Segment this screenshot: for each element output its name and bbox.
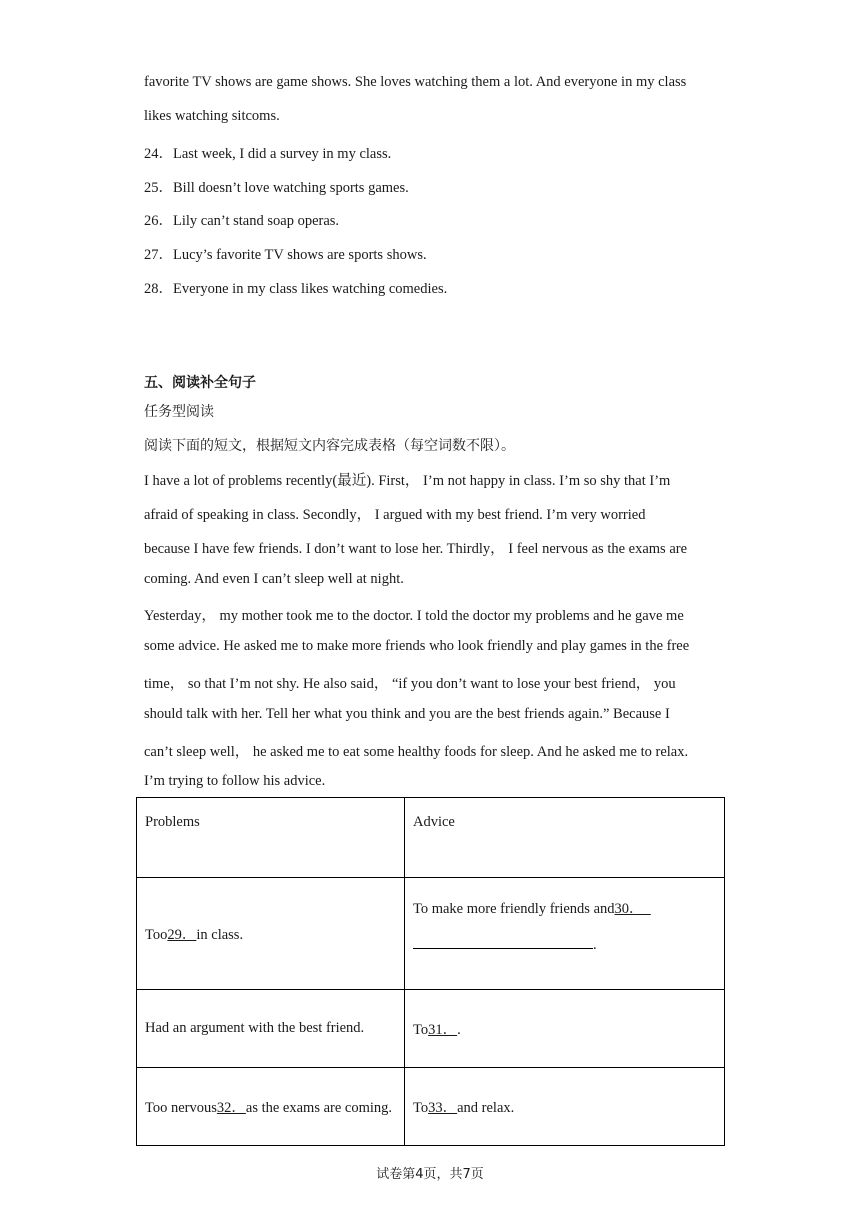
- question-27: [144, 243, 427, 264]
- blank-32[interactable]: 32．: [216, 1100, 246, 1116]
- question-25: [144, 176, 409, 197]
- blank-30[interactable]: 30．: [614, 901, 644, 917]
- cell-text: To: [413, 1100, 429, 1116]
- question-number: 24．: [144, 146, 173, 162]
- cell-text: Too nervous: [145, 1100, 217, 1116]
- section-instruction: 阅读下面的短文，根据短文内容完成表格（每空词数不限）。: [144, 438, 515, 454]
- passage-line: coming. And even I can’t sleep well at night.: [144, 571, 404, 587]
- advice-cell: [405, 878, 725, 990]
- cell-text: To make more friendly friends and: [413, 901, 615, 917]
- cell-text: in class.: [196, 927, 244, 943]
- advice-cell: [405, 1068, 725, 1146]
- cell-text: To: [413, 1022, 429, 1038]
- task-table: [136, 797, 725, 1146]
- table-row: [137, 878, 725, 990]
- blank-33[interactable]: 33．: [428, 1100, 458, 1116]
- table-row: [137, 1068, 725, 1146]
- question-text: Bill doesn’t love watching sports games.: [173, 180, 409, 196]
- blank-31[interactable]: 31．: [428, 1022, 458, 1038]
- passage-line: because I have few friends. I don’t want to lose her. Thirdly， I feel nervous as the exams are: [144, 541, 688, 557]
- passage-line: some advice. He asked me to make more friends who look friendly and play games in the free: [144, 638, 690, 654]
- question-text: Lucy’s favorite TV shows are sports shows.: [173, 247, 427, 263]
- question-24: [144, 142, 391, 163]
- cell-text: Too: [145, 927, 168, 943]
- question-text: Last week, I did a survey in my class.: [173, 146, 392, 162]
- passage-line: favorite TV shows are game shows. She loves watching them a lot. And everyone in my class: [144, 74, 687, 90]
- blank-29[interactable]: 29．: [167, 927, 197, 943]
- passage-line: I’m trying to follow his advice.: [144, 773, 326, 789]
- question-text: Lily can’t stand soap operas.: [173, 213, 340, 229]
- question-number: 27．: [144, 247, 173, 263]
- cell-text: and relax.: [457, 1100, 515, 1116]
- question-number: 28．: [144, 281, 173, 297]
- question-28: [144, 277, 447, 298]
- passage-line: afraid of speaking in class. Secondly， I argued with my best friend. I’m very worried: [144, 507, 646, 523]
- problem-cell: Had an argument with the best friend.: [137, 990, 405, 1068]
- section-title: 五、阅读补全句子: [144, 375, 256, 391]
- question-number: 26．: [144, 213, 173, 229]
- table-row: [137, 990, 725, 1068]
- passage-line: Yesterday， my mother took me to the doctor. I told the doctor my problems and he gave me: [144, 608, 684, 624]
- passage-line: likes watching sitcoms.: [144, 108, 280, 124]
- cell-text: .: [457, 1022, 461, 1038]
- passage-line: I have a lot of problems recently(最近). First， I’m not happy in class. I’m so shy that I’m: [144, 473, 671, 489]
- page-footer: 试卷第4页，共7页: [376, 1167, 484, 1182]
- header-advice: Advice: [405, 798, 725, 878]
- question-text: Everyone in my class likes watching comedies.: [173, 281, 448, 297]
- passage-line: should talk with her. Tell her what you think and you are the best friends again.” Because I: [144, 706, 670, 722]
- cell-text: as the exams are coming.: [245, 1100, 393, 1116]
- problem-cell: [137, 1068, 405, 1146]
- table-row: [137, 798, 725, 878]
- blank-30-extension[interactable]: [644, 901, 651, 917]
- cell-text: .: [593, 937, 597, 953]
- header-problems: Problems: [137, 798, 405, 878]
- question-26: [144, 209, 339, 230]
- passage-line: time， so that I’m not shy. He also said， “if you don’t want to lose your best friend， you: [144, 676, 676, 692]
- problem-cell: [137, 878, 405, 990]
- question-number: 25．: [144, 180, 173, 196]
- passage-line: can’t sleep well， he asked me to eat some healthy foods for sleep. And he asked me to relax.: [144, 744, 689, 760]
- advice-cell: [405, 990, 725, 1068]
- section-subtitle: 任务型阅读: [144, 404, 214, 420]
- blank-30-line[interactable]: [413, 934, 593, 949]
